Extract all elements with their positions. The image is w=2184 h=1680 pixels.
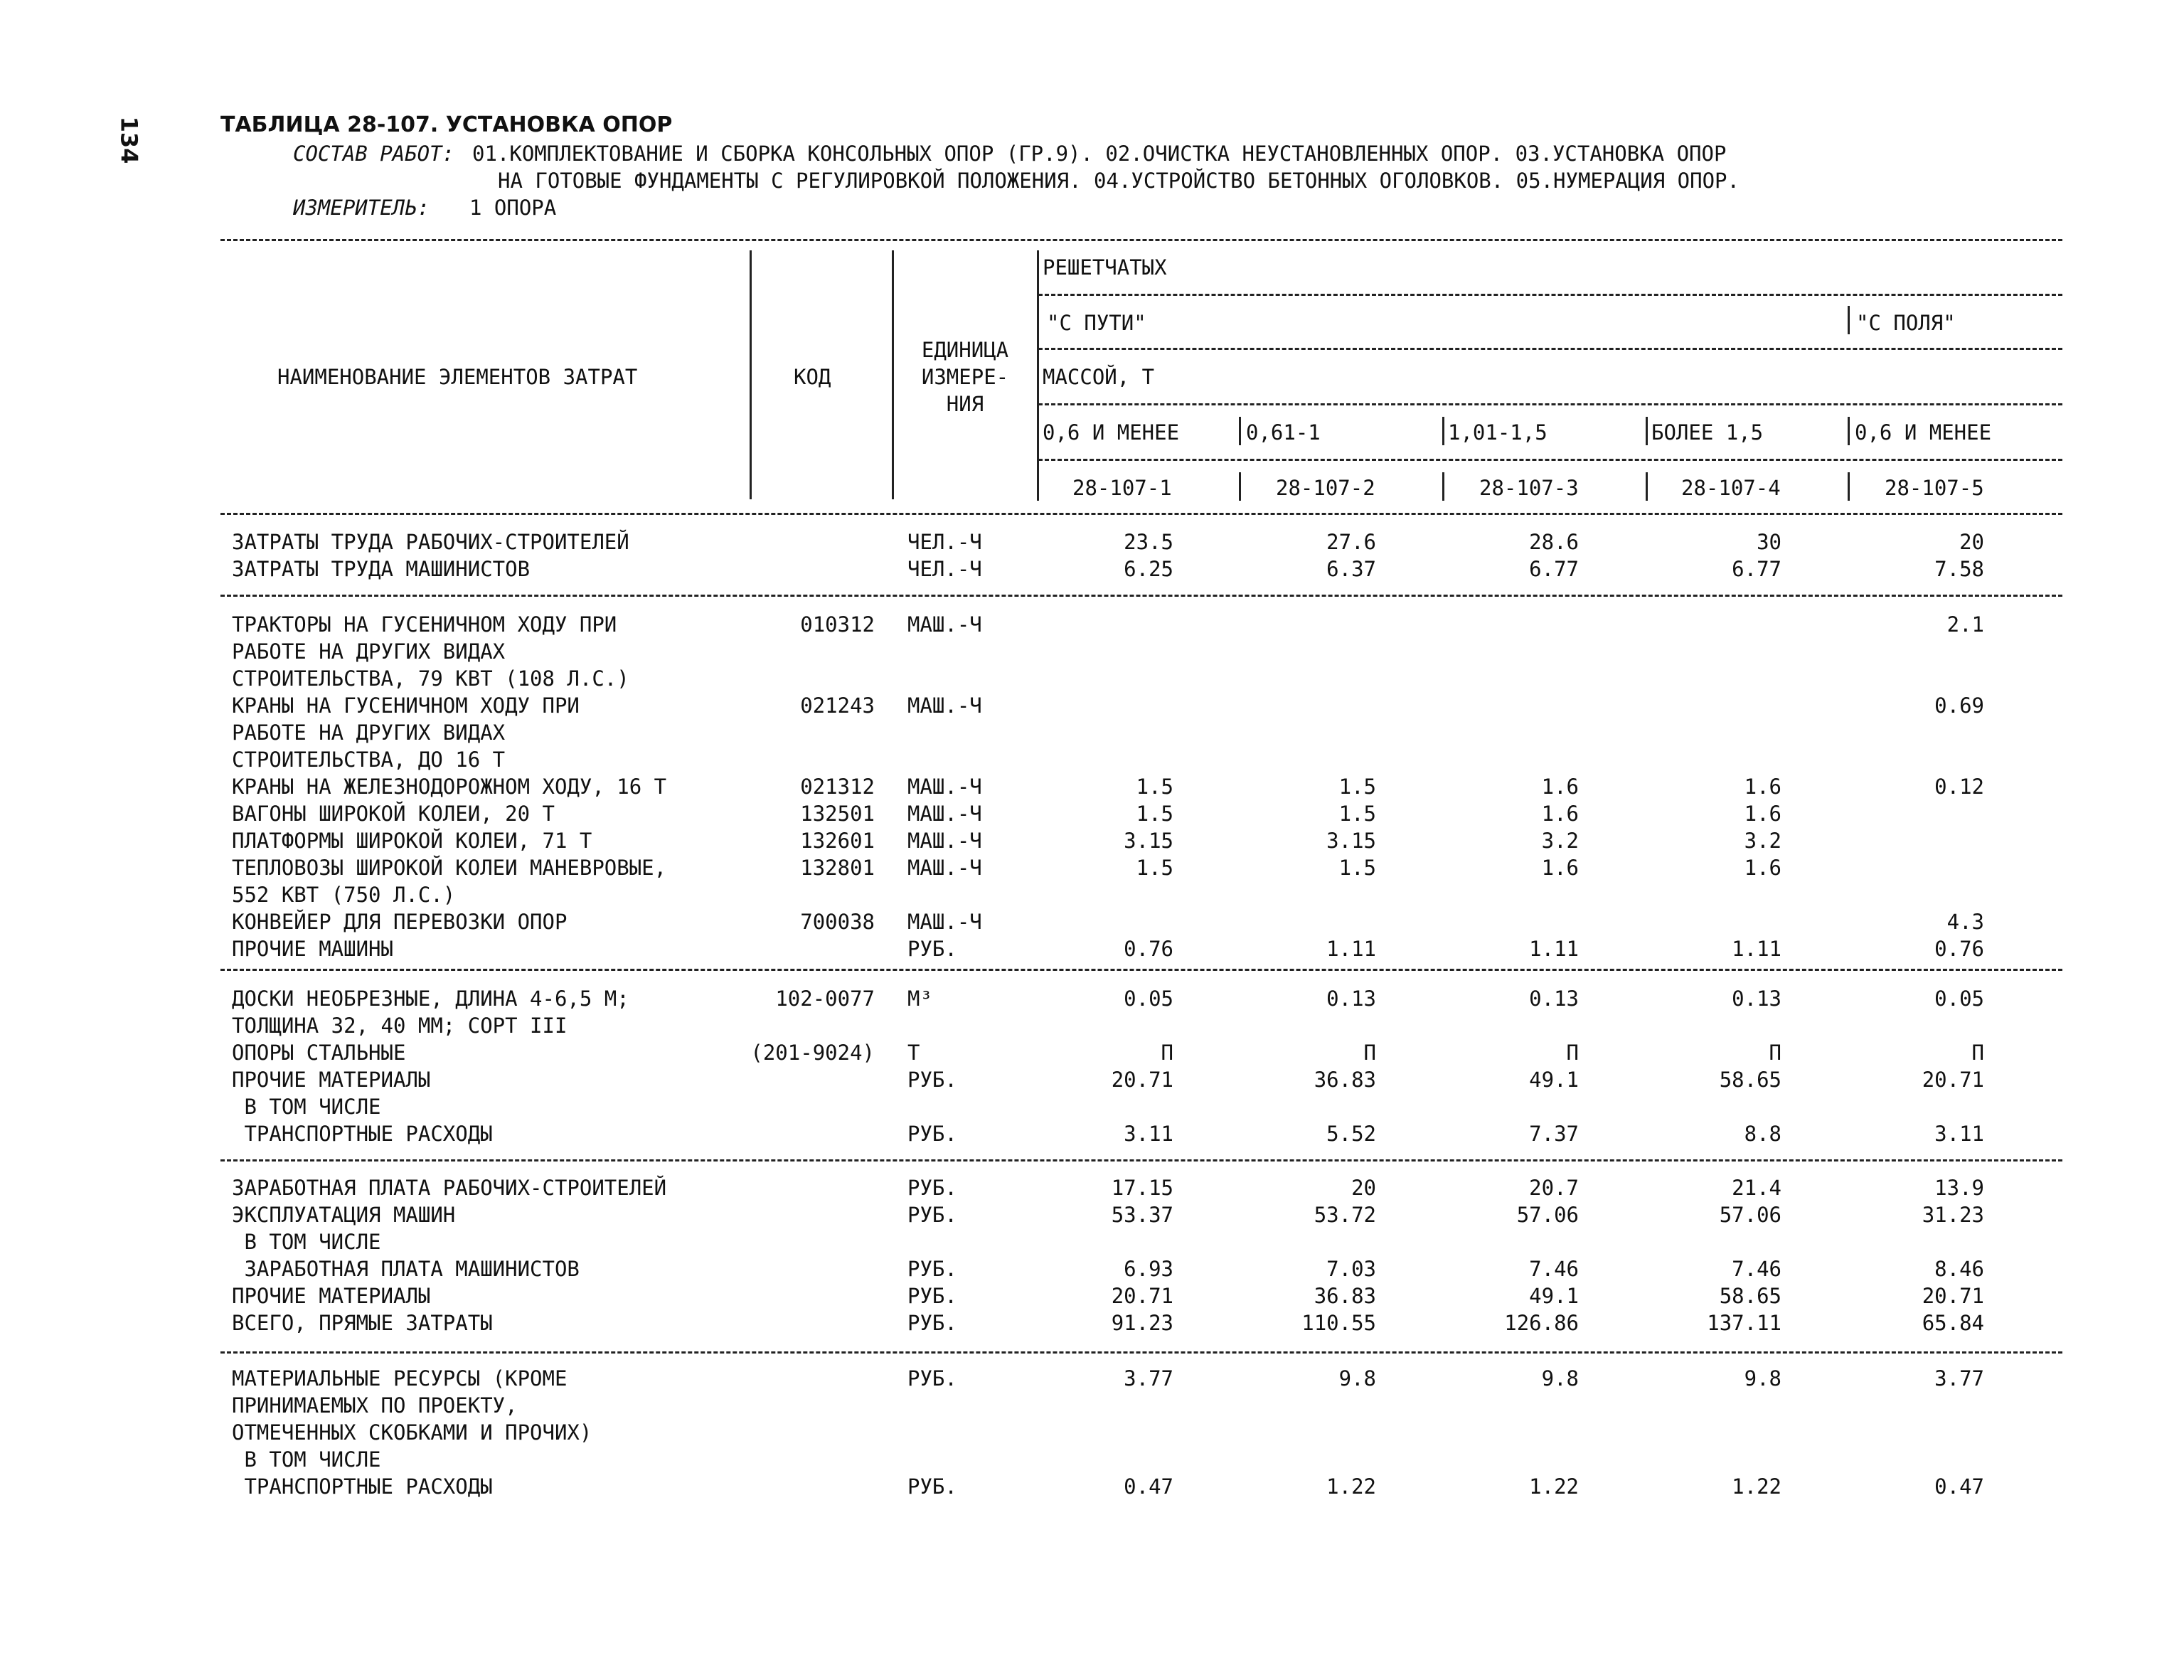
row-value-4: 8.8 [1744, 1122, 1781, 1146]
row-code: 700038 [800, 910, 875, 934]
row-value-3: 1.6 [1541, 856, 1579, 880]
row-value-1: 0.76 [1124, 937, 1173, 961]
row-value-3: 0.13 [1529, 987, 1579, 1011]
row-code: (201-9024) [750, 1041, 875, 1065]
row-value-4: 30 [1757, 530, 1781, 554]
row-value-3: 57.06 [1516, 1203, 1579, 1227]
row-value-1: 91.23 [1111, 1311, 1173, 1335]
row-value-3: 6.77 [1529, 557, 1579, 581]
header-range-4: БОЛЕЕ 1,5 [1651, 420, 1764, 445]
row-value-2: 1.5 [1338, 775, 1376, 799]
row-name: В ТОМ ЧИСЛЕ [232, 1447, 381, 1472]
vbar-r4 [1848, 417, 1850, 445]
row-value-4: 3.2 [1744, 829, 1781, 853]
row-value-3: 49.1 [1529, 1284, 1579, 1308]
row-value-1: 53.37 [1111, 1203, 1173, 1227]
row-value-2: 0.13 [1326, 987, 1376, 1011]
row-value-3: 3.2 [1541, 829, 1579, 853]
row-name: МАТЕРИАЛЬНЫЕ РЕСУРСЫ (КРОМЕ [232, 1366, 568, 1391]
row-value-1: 17.15 [1111, 1176, 1173, 1200]
row-unit: РУБ. [907, 1284, 957, 1308]
row-name: ТРАНСПОРТНЫЕ РАСХОДЫ [232, 1474, 493, 1499]
row-value-4: 1.11 [1732, 937, 1781, 961]
row-value-4: П [1769, 1041, 1781, 1065]
row-value-5: 0.69 [1934, 693, 1984, 718]
row-value-2: 36.83 [1314, 1068, 1376, 1092]
row-value-4: 1.22 [1732, 1474, 1781, 1499]
rule-section-3 [220, 1159, 2062, 1161]
row-value-5: 8.46 [1934, 1257, 1984, 1281]
row-value-2: 20 [1351, 1176, 1376, 1200]
meter-label: ИЗМЕРИТЕЛЬ: [293, 196, 430, 220]
row-value-4: 9.8 [1744, 1366, 1781, 1391]
rule-group [1038, 294, 2062, 296]
row-value-2: 1.5 [1338, 802, 1376, 826]
vbar-r2 [1442, 417, 1444, 445]
row-code: 132601 [800, 829, 875, 853]
row-value-1: 1.5 [1136, 775, 1173, 799]
header-unit-2: ИЗМЕРЕ- [921, 365, 1009, 389]
row-value-3: 7.46 [1529, 1257, 1579, 1281]
row-value-2: 110.55 [1301, 1311, 1376, 1335]
row-name: 552 КВТ (750 Л.С.) [232, 883, 456, 907]
table-title: ТАБЛИЦА 28-107. УСТАНОВКА ОПОР [220, 112, 673, 137]
row-unit: МАШ.-Ч [907, 829, 982, 853]
row-value-5: 2.1 [1946, 612, 1984, 637]
row-value-2: П [1363, 1041, 1376, 1065]
page-number: 134 [115, 116, 143, 164]
row-value-3: 126.86 [1504, 1311, 1579, 1335]
rule-ranges [1038, 459, 2062, 461]
row-value-3: 20.7 [1529, 1176, 1579, 1200]
row-value-1: 3.15 [1124, 829, 1173, 853]
vbar-c4 [1848, 472, 1850, 501]
row-unit: РУБ. [907, 1176, 957, 1200]
row-value-3: 9.8 [1541, 1366, 1579, 1391]
row-name: ТЕПЛОВОЗЫ ШИРОКОЙ КОЛЕИ МАНЕВРОВЫЕ, [232, 856, 667, 880]
row-value-5: 4.3 [1946, 910, 1984, 934]
row-name: В ТОМ ЧИСЛЕ [232, 1095, 381, 1119]
row-unit: М³ [907, 987, 932, 1011]
row-code: 132501 [800, 802, 875, 826]
row-value-1: 20.71 [1111, 1068, 1173, 1092]
row-name: ЗАРАБОТНАЯ ПЛАТА МАШИНИСТОВ [232, 1257, 580, 1281]
row-value-1: 0.47 [1124, 1474, 1173, 1499]
vbar-unit [1037, 250, 1039, 499]
row-value-3: 1.22 [1529, 1474, 1579, 1499]
row-value-4: 6.77 [1732, 557, 1781, 581]
row-name: ТОЛЩИНА 32, 40 ММ; СОРТ III [232, 1014, 568, 1038]
row-value-5: 7.58 [1934, 557, 1984, 581]
row-value-1: 23.5 [1124, 530, 1173, 554]
row-name: ПЛАТФОРМЫ ШИРОКОЙ КОЛЕИ, 71 Т [232, 829, 592, 853]
row-unit: ЧЕЛ.-Ч [907, 557, 982, 581]
meter-value: 1 ОПОРА [469, 196, 557, 220]
row-value-5: 13.9 [1934, 1176, 1984, 1200]
rule-header-bottom [220, 513, 2062, 515]
row-name: ДОСКИ НЕОБРЕЗНЫЕ, ДЛИНА 4-6,5 М; [232, 987, 629, 1011]
row-name: ВАГОНЫ ШИРОКОЙ КОЛЕИ, 20 Т [232, 802, 555, 826]
row-value-4: 137.11 [1707, 1311, 1781, 1335]
vbar-c2 [1442, 472, 1444, 501]
row-code: 021312 [800, 775, 875, 799]
row-value-1: 1.5 [1136, 856, 1173, 880]
row-name: СТРОИТЕЛЬСТВА, ДО 16 Т [232, 748, 506, 772]
header-sub-2: "С ПОЛЯ" [1856, 311, 1956, 335]
header-mass: МАССОЙ, Т [1043, 365, 1155, 389]
row-name: ОПОРЫ СТАЛЬНЫЕ [232, 1041, 406, 1065]
row-value-3: 1.6 [1541, 775, 1579, 799]
row-value-4: 1.6 [1744, 802, 1781, 826]
row-name: ЗАРАБОТНАЯ ПЛАТА РАБОЧИХ-СТРОИТЕЛЕЙ [232, 1176, 667, 1200]
row-value-5: 20.71 [1922, 1068, 1984, 1092]
row-name: ПРОЧИЕ МАТЕРИАЛЫ [232, 1284, 431, 1308]
vbar-r3 [1646, 417, 1648, 445]
row-value-4: 58.65 [1719, 1068, 1781, 1092]
row-unit: РУБ. [907, 1474, 957, 1499]
row-code: 102-0077 [775, 987, 875, 1011]
row-value-3: П [1566, 1041, 1579, 1065]
row-value-2: 1.22 [1326, 1474, 1376, 1499]
row-value-5: 65.84 [1922, 1311, 1984, 1335]
row-unit: РУБ. [907, 1122, 957, 1146]
row-value-2: 1.11 [1326, 937, 1376, 961]
row-value-2: 5.52 [1326, 1122, 1376, 1146]
row-unit: ЧЕЛ.-Ч [907, 530, 982, 554]
work-line-2: НА ГОТОВЫЕ ФУНДАМЕНТЫ С РЕГУЛИРОВКОЙ ПОЛОЖЕНИЯ. 04.УСТРОЙСТВО БЕТОННЫХ ОГОЛОВКОВ. 05.НУМЕРАЦИЯ ОПОР. [498, 169, 1740, 193]
row-value-5: П [1971, 1041, 1984, 1065]
vbar-c3 [1646, 472, 1648, 501]
header-unit-3: НИЯ [946, 392, 984, 416]
row-value-3: 49.1 [1529, 1068, 1579, 1092]
row-name: ЭКСПЛУАТАЦИЯ МАШИН [232, 1203, 456, 1227]
row-name: КРАНЫ НА ГУСЕНИЧНОМ ХОДУ ПРИ [232, 693, 580, 718]
vbar-r1 [1239, 417, 1241, 445]
row-value-5: 0.76 [1934, 937, 1984, 961]
row-value-1: 6.93 [1124, 1257, 1173, 1281]
row-value-1: 0.05 [1124, 987, 1173, 1011]
row-value-2: 27.6 [1326, 530, 1376, 554]
row-value-2: 53.72 [1314, 1203, 1376, 1227]
header-code-5: 28-107-5 [1885, 476, 1984, 500]
row-name: ОТМЕЧЕННЫХ СКОБКАМИ И ПРОЧИХ) [232, 1420, 592, 1445]
row-value-2: 7.03 [1326, 1257, 1376, 1281]
row-value-2: 9.8 [1338, 1366, 1376, 1391]
row-name: ПРИНИМАЕМЫХ ПО ПРОЕКТУ, [232, 1393, 518, 1418]
row-value-1: П [1161, 1041, 1173, 1065]
row-name: РАБОТЕ НА ДРУГИХ ВИДАХ [232, 721, 506, 745]
row-value-4: 7.46 [1732, 1257, 1781, 1281]
row-value-5: 31.23 [1922, 1203, 1984, 1227]
work-line-1: 01.КОМПЛЕКТОВАНИЕ И СБОРКА КОНСОЛЬНЫХ ОПОР (ГР.9). 02.ОЧИСТКА НЕУСТАНОВЛЕННЫХ ОПОР. 03.УСТАНОВКА ОПОР [472, 142, 1727, 166]
row-unit: Т [907, 1041, 920, 1065]
row-name: КОНВЕЙЕР ДЛЯ ПЕРЕВОЗКИ ОПОР [232, 910, 568, 934]
row-value-5: 0.05 [1934, 987, 1984, 1011]
row-value-5: 20.71 [1922, 1284, 1984, 1308]
header-unit-1: ЕДИНИЦА [921, 338, 1009, 362]
row-name: КРАНЫ НА ЖЕЛЕЗНОДОРОЖНОМ ХОДУ, 16 Т [232, 775, 667, 799]
header-range-1: 0,6 И МЕНЕЕ [1043, 420, 1180, 445]
row-name: В ТОМ ЧИСЛЕ [232, 1230, 381, 1254]
rule-section-4 [220, 1351, 2062, 1354]
row-value-5: 20 [1959, 530, 1984, 554]
row-unit: РУБ. [907, 1311, 957, 1335]
row-value-5: 3.11 [1934, 1122, 1984, 1146]
row-unit: МАШ.-Ч [907, 910, 982, 934]
row-name: РАБОТЕ НА ДРУГИХ ВИДАХ [232, 639, 506, 664]
row-value-2: 3.15 [1326, 829, 1376, 853]
row-value-3: 1.11 [1529, 937, 1579, 961]
header-range-5: 0,6 И МЕНЕЕ [1855, 420, 1992, 445]
row-name: ТРАКТОРЫ НА ГУСЕНИЧНОМ ХОДУ ПРИ [232, 612, 617, 637]
row-value-4: 58.65 [1719, 1284, 1781, 1308]
row-unit: МАШ.-Ч [907, 693, 982, 718]
row-name: ПРОЧИЕ МАШИНЫ [232, 937, 393, 961]
row-name: ПРОЧИЕ МАТЕРИАЛЫ [232, 1068, 431, 1092]
row-value-4: 21.4 [1732, 1176, 1781, 1200]
row-unit: МАШ.-Ч [907, 856, 982, 880]
row-value-1: 3.77 [1124, 1366, 1173, 1391]
row-name: ВСЕГО, ПРЯМЫЕ ЗАТРАТЫ [232, 1311, 493, 1335]
row-unit: РУБ. [907, 937, 957, 961]
work-label: СОСТАВ РАБОТ: [293, 142, 454, 166]
row-value-4: 57.06 [1719, 1203, 1781, 1227]
row-value-5: 0.12 [1934, 775, 1984, 799]
row-code: 010312 [800, 612, 875, 637]
row-value-5: 3.77 [1934, 1366, 1984, 1391]
row-unit: РУБ. [907, 1257, 957, 1281]
rule-top [220, 239, 2062, 241]
row-value-5: 0.47 [1934, 1474, 1984, 1499]
row-value-4: 1.6 [1744, 856, 1781, 880]
row-code: 021243 [800, 693, 875, 718]
rule-sub [1038, 348, 2062, 350]
row-value-1: 20.71 [1111, 1284, 1173, 1308]
row-name: ЗАТРАТЫ ТРУДА РАБОЧИХ-СТРОИТЕЛЕЙ [232, 530, 629, 554]
row-name: ЗАТРАТЫ ТРУДА МАШИНИСТОВ [232, 557, 531, 581]
vbar-c1 [1239, 472, 1241, 501]
row-name: СТРОИТЕЛЬСТВА, 79 КВТ (108 Л.С.) [232, 666, 629, 691]
header-group: РЕШЕТЧАТЫХ [1043, 255, 1167, 280]
header-code-4: 28-107-4 [1681, 476, 1781, 500]
header-name: НАИМЕНОВАНИЕ ЭЛЕМЕНТОВ ЗАТРАТ [277, 365, 638, 389]
row-unit: РУБ. [907, 1068, 957, 1092]
row-value-2: 36.83 [1314, 1284, 1376, 1308]
row-code: 132801 [800, 856, 875, 880]
row-value-3: 28.6 [1529, 530, 1579, 554]
rule-section-1 [220, 595, 2062, 597]
row-name: ТРАНСПОРТНЫЕ РАСХОДЫ [232, 1122, 493, 1146]
header-code: КОД [794, 365, 831, 389]
row-unit: РУБ. [907, 1203, 957, 1227]
rule-mass [1038, 403, 2062, 405]
row-value-3: 7.37 [1529, 1122, 1579, 1146]
row-value-4: 1.6 [1744, 775, 1781, 799]
row-unit: МАШ.-Ч [907, 775, 982, 799]
header-code-1: 28-107-1 [1072, 476, 1172, 500]
header-code-2: 28-107-2 [1276, 476, 1375, 500]
row-value-1: 1.5 [1136, 802, 1173, 826]
rule-section-2 [220, 969, 2062, 971]
row-value-3: 1.6 [1541, 802, 1579, 826]
header-range-3: 1,01-1,5 [1448, 420, 1548, 445]
row-unit: МАШ.-Ч [907, 802, 982, 826]
row-value-1: 6.25 [1124, 557, 1173, 581]
row-value-2: 6.37 [1326, 557, 1376, 581]
row-value-1: 3.11 [1124, 1122, 1173, 1146]
vbar-code [892, 250, 894, 499]
row-value-4: 0.13 [1732, 987, 1781, 1011]
vbar-sub [1848, 306, 1850, 334]
row-unit: РУБ. [907, 1366, 957, 1391]
header-code-3: 28-107-3 [1479, 476, 1579, 500]
header-range-2: 0,61-1 [1246, 420, 1321, 445]
header-sub-1: "С ПУТИ" [1047, 311, 1146, 335]
vbar-name [750, 250, 752, 499]
row-value-2: 1.5 [1338, 856, 1376, 880]
vbar-c0 [1037, 472, 1039, 501]
row-unit: МАШ.-Ч [907, 612, 982, 637]
